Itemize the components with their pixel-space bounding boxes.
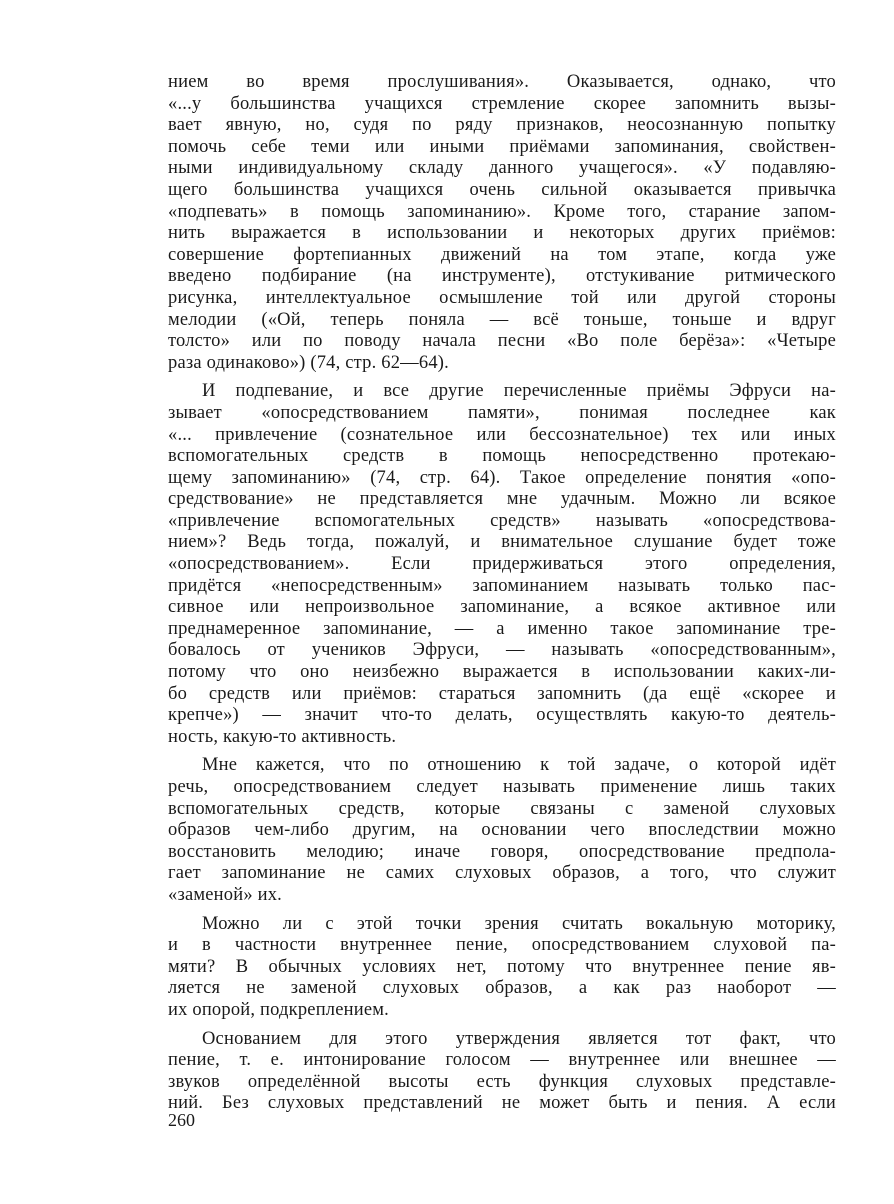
text-line: раза одинаково») (74, стр. 62—64). (168, 352, 449, 373)
paragraph (168, 72, 836, 374)
text-line: пение, т. е. интонирование голосом — внутреннее или внешнее — (168, 1050, 836, 1071)
paragraph (168, 755, 836, 906)
text-line: щего большинства учащихся очень сильной оказывается привычка (168, 179, 836, 200)
text-line: нить выражается в использовании и некоторых других приёмов: (168, 223, 836, 244)
text-line: и в частности внутреннее пение, опосредствованием слуховой па- (168, 935, 836, 956)
text-line: бо средств или приёмов: стараться запомнить (да ещё «скорее и (168, 683, 836, 704)
text-line: вает явную, но, судя по ряду признаков, неосознанную попытку (168, 115, 836, 136)
text-line: мяти? В обычных условиях нет, потому что внутреннее пение яв- (168, 956, 836, 977)
text-line: рисунка, интеллектуальное осмышление той или другой стороны (168, 287, 836, 308)
paragraph (168, 1029, 836, 1115)
text-line: ными индивидуальному складу данного учащегося». «У подавляю- (168, 158, 836, 179)
paragraph (168, 914, 836, 1022)
text-line: ляется не заменой слуховых образов, а как раз наоборот — (168, 978, 836, 999)
text-line: Основанием для этого утверждения является тот факт, что (202, 1028, 836, 1049)
text-line: помочь себе теми или иными приёмами запоминания, свойствен- (168, 136, 836, 157)
text-line: сивное или непроизвольное запоминание, а всякое активное или (168, 597, 836, 618)
text-line: Можно ли с этой точки зрения считать вокальную моторику, (202, 913, 836, 934)
text-line: придётся «непосредственным» запоминанием называть только пас- (168, 575, 836, 596)
text-line: крепче») — значит что-то делать, осуществлять какую-то деятель- (168, 705, 836, 726)
text-line: ность, какую-то активность. (168, 726, 397, 747)
text-line: нием»? Ведь тогда, пожалуй, и внимательное слушание будет тоже (168, 532, 836, 553)
text-line: введено подбирание (на инструменте), отстукивание ритмического (168, 266, 836, 287)
text-line: «...у большинства учащихся стремление скорее запомнить вызы- (168, 93, 836, 114)
text-line: бовалось от учеников Эфруси, — называть «опосредствованным», (168, 640, 836, 661)
text-line: вспомогательных средств, которые связаны с заменой слуховых (168, 798, 836, 819)
text-line: образов чем-либо другим, на основании чего впоследствии можно (168, 820, 836, 841)
text-line: «заменой» их. (168, 884, 282, 905)
text-line: их опорой, подкреплением. (168, 999, 389, 1020)
text-line: преднамеренное запоминание, — а именно такое запоминание тре- (168, 618, 836, 639)
text-line: Мне кажется, что по отношению к той задаче, о которой идёт (202, 755, 836, 776)
text-line: И подпевание, и все другие перечисленные приёмы Эфруси на- (202, 381, 836, 402)
page-number: 260 (168, 1110, 195, 1130)
text-line: «подпевать» в помощь запоминанию». Кроме того, старание запом- (168, 201, 836, 222)
text-line: «привлечение вспомогательных средств» называть «опосредствова- (168, 510, 836, 531)
text-line: «опосредствованием». Если придерживаться этого определения, (168, 554, 836, 575)
text-line: вспомогательных средств в помощь непосредственно протекаю- (168, 446, 836, 467)
page-body (168, 72, 836, 1115)
text-line: восстановить мелодию; иначе говоря, опосредствование предпола- (168, 841, 836, 862)
text-line: потому что оно неизбежно выражается в использовании каких-ли- (168, 662, 836, 683)
text-line: средствование» не представляется мне удачным. Можно ли всякое (168, 489, 836, 510)
text-line: совершение фортепианных движений на том этапе, когда уже (168, 244, 836, 265)
text-line: мелодии («Ой, теперь поняла — всё тоньше, тоньше и вдруг (168, 309, 836, 330)
text-line: ний. Без слуховых представлений не может быть и пения. А если (168, 1093, 836, 1114)
text-line: зывает «опосредствованием памяти», понимая последнее как (168, 402, 836, 423)
text-line: речь, опосредствованием следует называть применение лишь таких (168, 777, 836, 797)
text-line: нием во время прослушивания». Оказывается, однако, что (168, 72, 836, 92)
paragraph (168, 381, 836, 748)
text-line: гает запоминание не самих слуховых образов, а того, что служит (168, 863, 836, 884)
text-line: «... привлечение (сознательное или бессознательное) тех или иных (168, 424, 836, 445)
text-line: звуков определённой высоты есть функция слуховых представле- (168, 1071, 836, 1092)
text-line: толсто» или по поводу начала песни «Во поле берёза»: «Четыре (168, 331, 836, 352)
text-line: щему запоминанию» (74, стр. 64). Такое определение понятия «опо- (168, 467, 836, 488)
